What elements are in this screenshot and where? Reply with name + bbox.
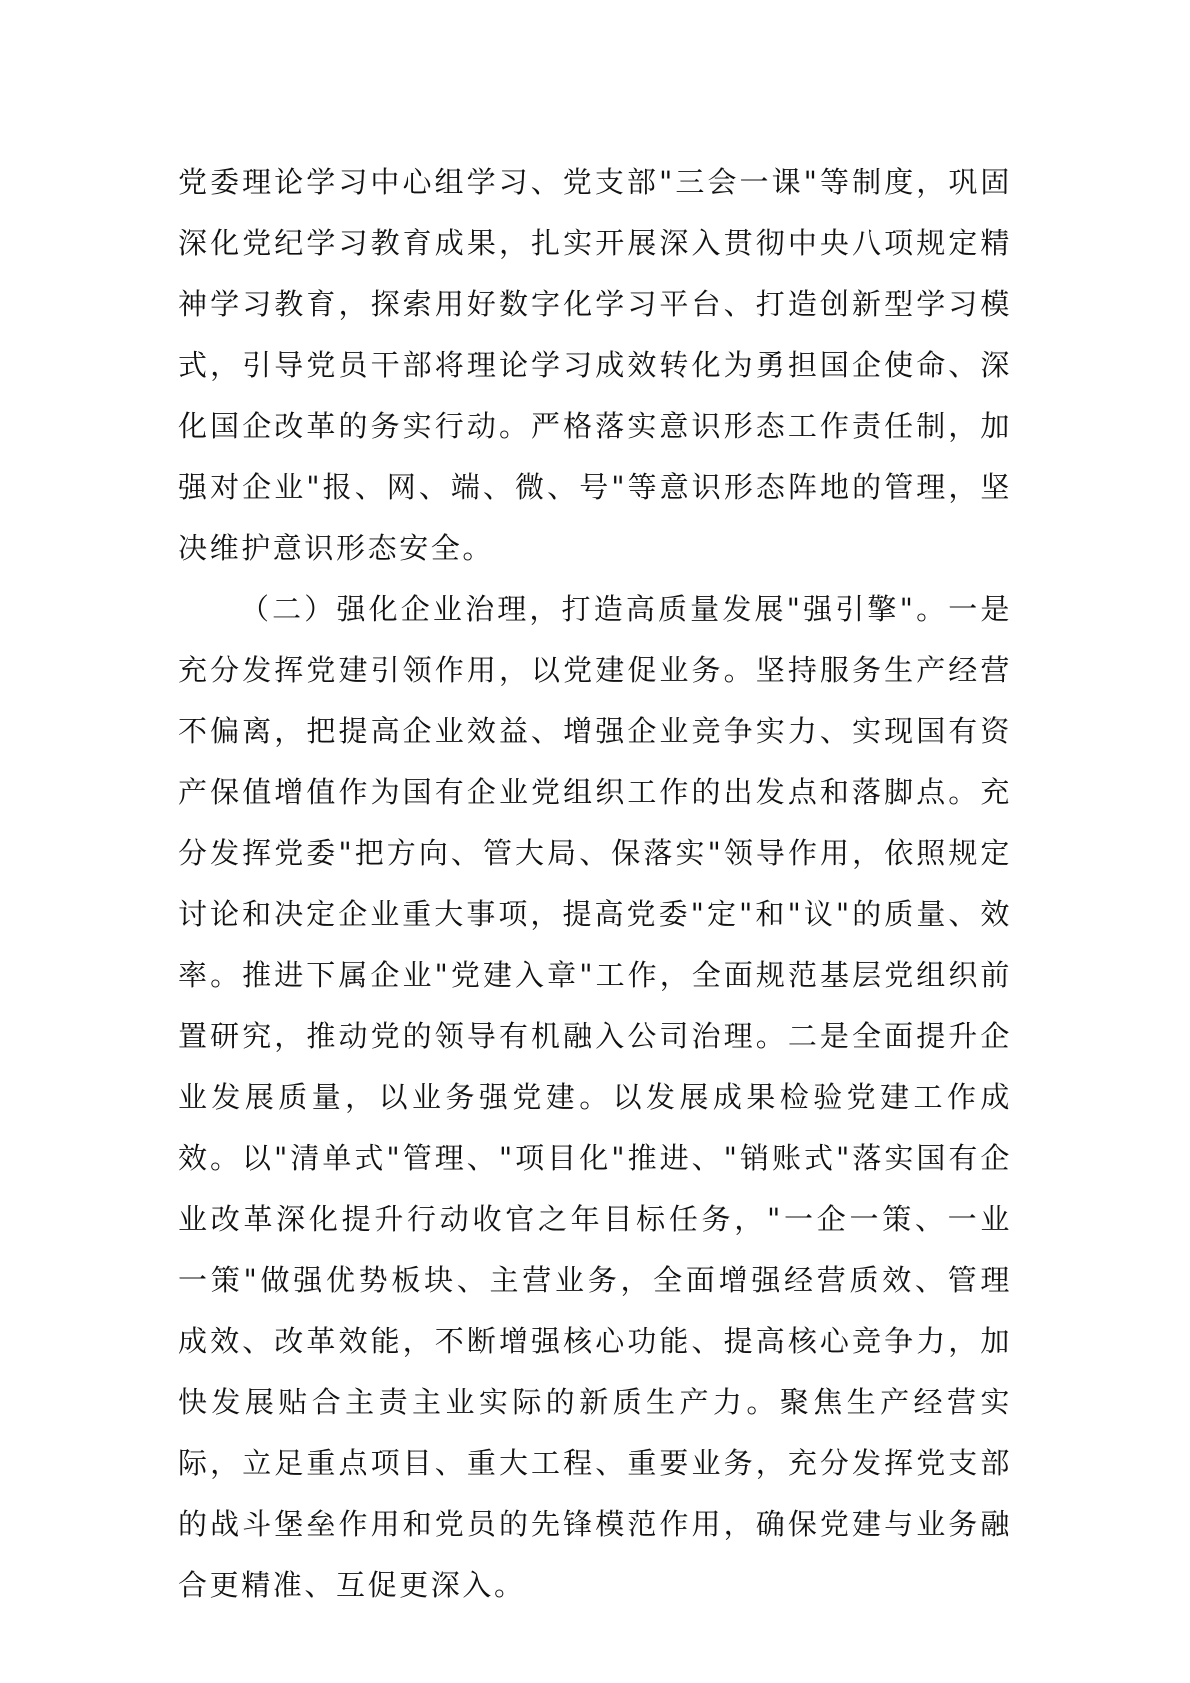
paragraph-continued: 党委理论学习中心组学习、党支部"三会一课"等制度，巩固深化党纪学习教育成果，扎实开展深入贯彻中央八项规定精神学习教育，探索用好数字化学习平台、打造创新型学习模式，引导党员干部将理论学习成效转化为勇担国企使命、深化国企改革的务实行动。严格落实意识形态工作责任制，加强对企业"报、网、端、微、号"等意识形态阵地的管理，坚决维护意识形态安全。 xyxy=(178,165,1012,565)
paragraph-section-two: （二）强化企业治理，打造高质量发展"强引擎"。一是充分发挥党建引领作用，以党建促业务。坚持服务生产经营不偏离，把提高企业效益、增强企业竞争实力、实现国有资产保值增值作为国有企业党组织工作的出发点和落脚点。充分发挥党委"把方向、管大局、保落实"领导作用，依照规定讨论和决定企业重大事项，提高党委"定"和"议"的质量、效率。推进下属企业"党建入章"工作，全面规范基层党组织前置研究，推动党的领导有机融入公司治理。二是全面提升企业发展质量，以业务强党建。以发展成果检验党建工作成效。以"清单式"管理、"项目化"推进、"销账式"落实国有企业改革深化提升行动收官之年目标任务，"一企一策、一业一策"做强优势板块、主营业务，全面增强经营质效、管理成效、改革效能，不断增强核心功能、提高核心竞争力，加快发展贴合主责主业实际的新质生产力。聚焦生产经营实际，立足重点项目、重大工程、重要业务，充分发挥党支部的战斗堡垒作用和党员的先锋模范作用，确保党建与业务融合更精准、互促更深入。 xyxy=(178,592,1012,1602)
body-text xyxy=(178,152,1012,1616)
